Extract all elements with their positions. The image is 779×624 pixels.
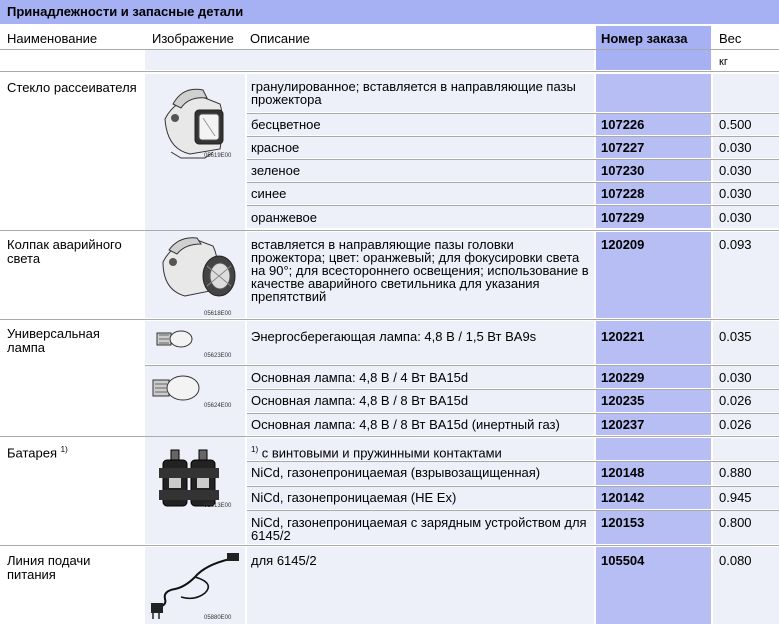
order-lens-blue: 107228 — [601, 186, 645, 201]
group-name-universal-lamp: Универсальная лампа — [7, 326, 100, 355]
weight-lamp-8w-gas: 0.026 — [719, 417, 752, 432]
desc-emergency-cap: вставляется в направляющие пазы головки прожектора; цвет: оранжевый; для фокусировки света на 90°; для всестороннего освещения; использование в качестве аварийного светильника для указания препятствий — [251, 237, 589, 304]
desc-lens-intro: гранулированное; вставляется в направляющие пазы прожектора — [251, 79, 576, 107]
desc-lamp-4w: Основная лампа: 4,8 В / 4 Вт BA15d — [251, 370, 469, 385]
desc-lamp-8w-gas: Основная лампа: 4,8 В / 8 Вт BA15d (инертный газ) — [251, 417, 560, 432]
group-name-power-cable: Линия подачи питания — [7, 553, 91, 582]
image-code-emergency-cap: 05618E00 — [204, 311, 232, 317]
group-name-lens: Стекло рассеивателя — [7, 80, 137, 95]
weight-lens-red: 0.030 — [719, 140, 752, 155]
order-battery-non-ex: 120142 — [601, 490, 645, 505]
order-lamp-energy: 120221 — [601, 329, 645, 344]
desc-lens-red: красное — [251, 140, 300, 155]
weight-lamp-8w: 0.026 — [719, 393, 752, 408]
weight-lamp-4w: 0.030 — [719, 370, 752, 385]
table-title: Принадлежности и запасные детали — [0, 0, 779, 24]
group-name-emergency-cap: Колпак аварийного света — [7, 237, 122, 266]
weight-power-cable: 0.080 — [719, 553, 752, 568]
weight-emergency-cap: 0.093 — [719, 237, 752, 252]
image-code-power-cable: 05880E00 — [204, 615, 232, 621]
order-lens-orange: 107229 — [601, 210, 645, 225]
order-lens-clear: 107226 — [601, 117, 645, 132]
header-name: Наименование — [7, 31, 98, 46]
group-name-battery: Батарея $^{1)}$ — [7, 445, 68, 461]
desc-battery-ex: NiCd, газонепроницаемая (взрывозащищенная) — [251, 465, 541, 480]
order-emergency-cap: 120209 — [601, 237, 645, 252]
image-lamp-large — [145, 366, 245, 438]
weight-lens-clear: 0.500 — [719, 117, 752, 132]
order-lamp-4w: 120229 — [601, 370, 645, 385]
image-code-lamp-small: 05623E00 — [204, 353, 232, 359]
weight-battery-non-ex: 0.945 — [719, 490, 752, 505]
header-order: Номер заказа — [601, 31, 688, 46]
desc-lamp-energy: Энергосберегающая лампа: 4,8 В / 1,5 Вт BA9s — [251, 329, 537, 344]
order-lamp-8w: 120235 — [601, 393, 645, 408]
header-description: Описание — [250, 31, 310, 46]
order-lens-green: 107230 — [601, 163, 645, 178]
header-weight-unit: кг — [719, 56, 728, 68]
desc-battery-non-ex: NiCd, газонепроницаемая (НЕ Ex) — [251, 490, 457, 505]
weight-lamp-energy: 0.035 — [719, 329, 752, 344]
desc-power-cable: для 6145/2 — [251, 553, 317, 568]
image-code-lamp-large: 05624E00 — [204, 403, 232, 409]
weight-lens-green: 0.030 — [719, 163, 752, 178]
order-battery-ex: 120148 — [601, 465, 645, 480]
desc-lens-orange: оранжевое — [251, 210, 318, 225]
order-lamp-8w-gas: 120237 — [601, 417, 645, 432]
order-lens-red: 107227 — [601, 140, 645, 155]
weight-lens-orange: 0.030 — [719, 210, 752, 225]
weight-lens-blue: 0.030 — [719, 186, 752, 201]
header-image: Изображение — [152, 31, 234, 46]
desc-lens-green: зеленое — [251, 163, 301, 178]
desc-lens-clear: бесцветное — [251, 117, 321, 132]
order-power-cable: 105504 — [601, 553, 645, 568]
header-weight: Вес — [719, 31, 742, 46]
order-battery-charger: 120153 — [601, 515, 645, 530]
image-code-lens: 05619E00 — [204, 153, 232, 159]
image-battery — [145, 438, 245, 544]
weight-battery-ex: 0.880 — [719, 465, 752, 480]
desc-lens-blue: синее — [251, 186, 287, 201]
desc-battery-contacts: $^{1)}$ с винтовыми и пружинными контактами — [251, 445, 502, 461]
weight-battery-charger: 0.800 — [719, 515, 752, 530]
image-code-battery: 05613E00 — [204, 503, 232, 509]
image-power-cable — [145, 547, 245, 624]
image-emergency-cap — [145, 232, 245, 318]
desc-battery-charger: NiCd, газонепроницаемая с зарядным устройством для 6145/2 — [251, 515, 587, 543]
desc-lamp-8w: Основная лампа: 4,8 В / 8 Вт BA15d — [251, 393, 469, 408]
